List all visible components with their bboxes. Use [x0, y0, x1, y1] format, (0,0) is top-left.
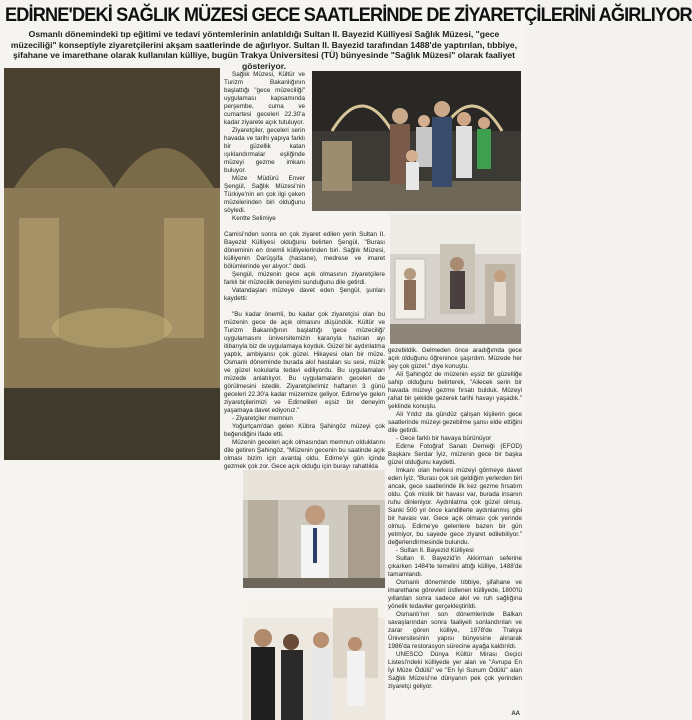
- paragraph: Sultan II. Bayezid'in Akkirman seferine çıkarken 1484'te temelini attığı külliye, 1488'de tamamlandı.: [388, 555, 522, 578]
- paragraph: Yoğurtçam'dan gelen Kübra Şahingöz müzeyi çok beğendiğini ifade etti.: [224, 423, 385, 438]
- paragraph: Edirne Fotoğraf Sanatı Derneği (EFOD) Başkanı Serdar İyiz, müzenin gece bir başka güzel olduğunu kaydetti.: [388, 443, 522, 466]
- paragraph: Ali Şahingöz de müzenin eşsiz bir güzelliğe sahip olduğunu belirterek, "Ailecek serin bir havada müzeyi gezme fırsatı bulduk. Müzeyi rahat bir şekilde gezerek tarihi havayı yaşadık." şeklinde konuştu.: [388, 371, 522, 410]
- paragraph: UNESCO Dünya Kültür Mirası Geçici Listesi'ndeki külliyede yer alan ve "Avrupa En İyi Müze Ödülü" ve "En İyi Sunum Ödülü" alan Sağlık Müzesi'ne dünyanın pek çok yerinden ziyaretçi geliyor.: [388, 651, 522, 690]
- deck: Osmanlı dönemindeki tıp eğitimi ve tedavi yöntemlerinin anlatıldığı Sultan II. Bayezid Külliyesi Sağlık Müzesi, "gece müzeciliği" konseptiyle ziyaretçilerini akşam saatlerinde de ağırlıyor. Sultan II. Bayezid tarafından 1488'de yaptırılan, tıbbiye, şifahane ve imarethane olarak kullanılan külliye, bugün Trakya Üniversitesi (TÜ) bünyesinde "Sağlık Müzesi" olarak faaliyet gösteriyor.: [10, 29, 518, 71]
- paragraph: İmkanı olan herkesi müzeyi görmeye davet eden İyiz, "Burası çok sık geldiğim yerlerden biri ancak, gece saatlerinde ilk kez gezme fırsatım oldu. Çok mistik bir havası var, burada insanın ruhu dinleniyor. Aydınlatma çok güzel olmuş. Sanki 500 yıl önce kandillerle aydınlanmış gibi bir havası var. Gece açık olması çok yerinde olmuş. Edirne'ye gelenlere bazen bir gün yetmiyor, bu sayede gece ziyaret edilebiliyor." değerlendirmesinde bulundu.: [388, 467, 522, 546]
- article-column-1c: [224, 311, 385, 471]
- article-column-2: [388, 347, 522, 691]
- paragraph: Osmanlı döneminde tıbbiye, şifahane ve imarethane görevleri üstlenen külliyede, 1800'lü yıllardan sonra sadece akıl ve ruh sağlığına yönelik tedaviler gerçekleştirildi.: [388, 579, 522, 610]
- headline: EDİRNE'DEKİ SAĞLIK MÜZESİ GECE SAATLERİNDE DE ZİYARETÇİLERİNİ AĞIRLIYOR: [5, 4, 692, 26]
- paragraph: Şengül, müzenin gece açık olmasının ziyaretçilere farklı bir müzecilik deneyimi sunduğunu dile getirdi.: [224, 271, 385, 286]
- paragraph: Osmanlı'nın son dönemlerinde Balkan savaşlarından sonra faaliyeti sonlandırılan ve zarar gören külliye, 1978'de Trakya Üniversitesinin yapısı bünyesine alınarak 1986'da restorasyon sürecine ayağa kaldırıldı.: [388, 611, 522, 650]
- paragraph: Müzenin geceleri açık olmasından memnun olduklarını dile getiren Şahingöz, "Müzenin gecenin bu saatinde açık olması bizim için avantaj oldu. Edirne'yi gün içinde gezmek çok zor. Gece açık olduğu için burayı rahatlıkla: [224, 439, 385, 470]
- paragraph: Sağlık Müzesi, Kültür ve Turizm Bakanlığının başlattığı "gece müzeciliği" uygulaması kapsamında perşembe, cuma ve cumartesi geceleri 22.30'a kadar ziyarete açık tutuluyor.: [224, 71, 305, 126]
- paragraph: "Bu kadar önemli, bu kadar çok ziyaretçisi olan bu müzenin gece de açık olmasını düşündük. Kültür ve Turizm Bakanlığının başlattığı 'gece müzeciliği' uygulamasını üniversitemizin kararıyla haziran ayı itibarıyla biz de uygulamaya koyduk. Güzel bir aydınlatma yaptık, ambiyansı çok güzel. Hikayesi olan bir müze. Osmanlı döneminde burada akıl hastaları su sesi, müzik ve güzel kokularla tedavi ediliyordu. Bu uygulamaları müzede anlatılıyor. Bu uygulamaların geceleri de görülmesini istedik. Ziyaretçilerimiz haftanın 3 günü geceleri 22.30'a kadar müzemize geliyor. Edirne'ye gelen ziyaretçilerimizi ve Edirnelileri eşsiz bir deneyim yaşamaya davet ediyoruz.": [224, 311, 385, 414]
- photo-museum-director: [243, 470, 385, 588]
- paragraph: - Sultan II. Bayezid Külliyesi: [396, 547, 474, 554]
- paragraph: Müze Müdürü Enver Şengül, Sağlık Müzesi'nin Türkiye'nin en çok ilgi çeken müzelerinden biri olduğunu söyledi.: [224, 175, 305, 214]
- photo-family-visitors: [312, 71, 521, 211]
- paragraph: Vatandaşları müzeye davet eden Şengül, şunları kaydetti:: [224, 287, 385, 302]
- page-number: AA: [511, 711, 520, 717]
- photo-night-visitors: [243, 598, 385, 720]
- article-column-1: [224, 71, 305, 223]
- paragraph: - Ziyaretçiler memnun: [232, 415, 293, 422]
- photo-museum-exhibit: [390, 214, 521, 344]
- paragraph: - Gece farklı bir havaya bürünüyor: [396, 435, 492, 442]
- paragraph: Ali Yıldız da gündüz çalışan kişilerin gece saatlerinde müzeyi gezebilme şansı elde ettiğini dile getirdi.: [388, 411, 522, 434]
- paragraph: Kentte Selimiye: [232, 215, 276, 222]
- photo-museum-hall-left: [4, 68, 220, 460]
- paragraph: Camisi'nden sonra en çok ziyaret edilen yerin Sultan II. Bayezid Külliyesi olduğunu belirten Şengül, "Burası döneminin en önemli külliyelerinden biri. Sağlık Müzesi, külliyenin Darüşşifa (hastane), medrese ve imaret bölümlerinde yer alıyor." dedi.: [224, 231, 385, 270]
- paragraph: Ziyaretçiler, geceleri serin havada ve tarihi yapıya farklı bir güzellik katan ışıklandırmalar eşliğinde müzeyi gezme imkanı buluyor.: [224, 127, 305, 174]
- article-column-1b: [224, 231, 385, 303]
- paragraph: gezebildik. Gelmeden önce aradığımda gece açık olduğunu öğrenince şaşırdım. Müzede her şey çok güzel." diye konuştu.: [388, 347, 522, 370]
